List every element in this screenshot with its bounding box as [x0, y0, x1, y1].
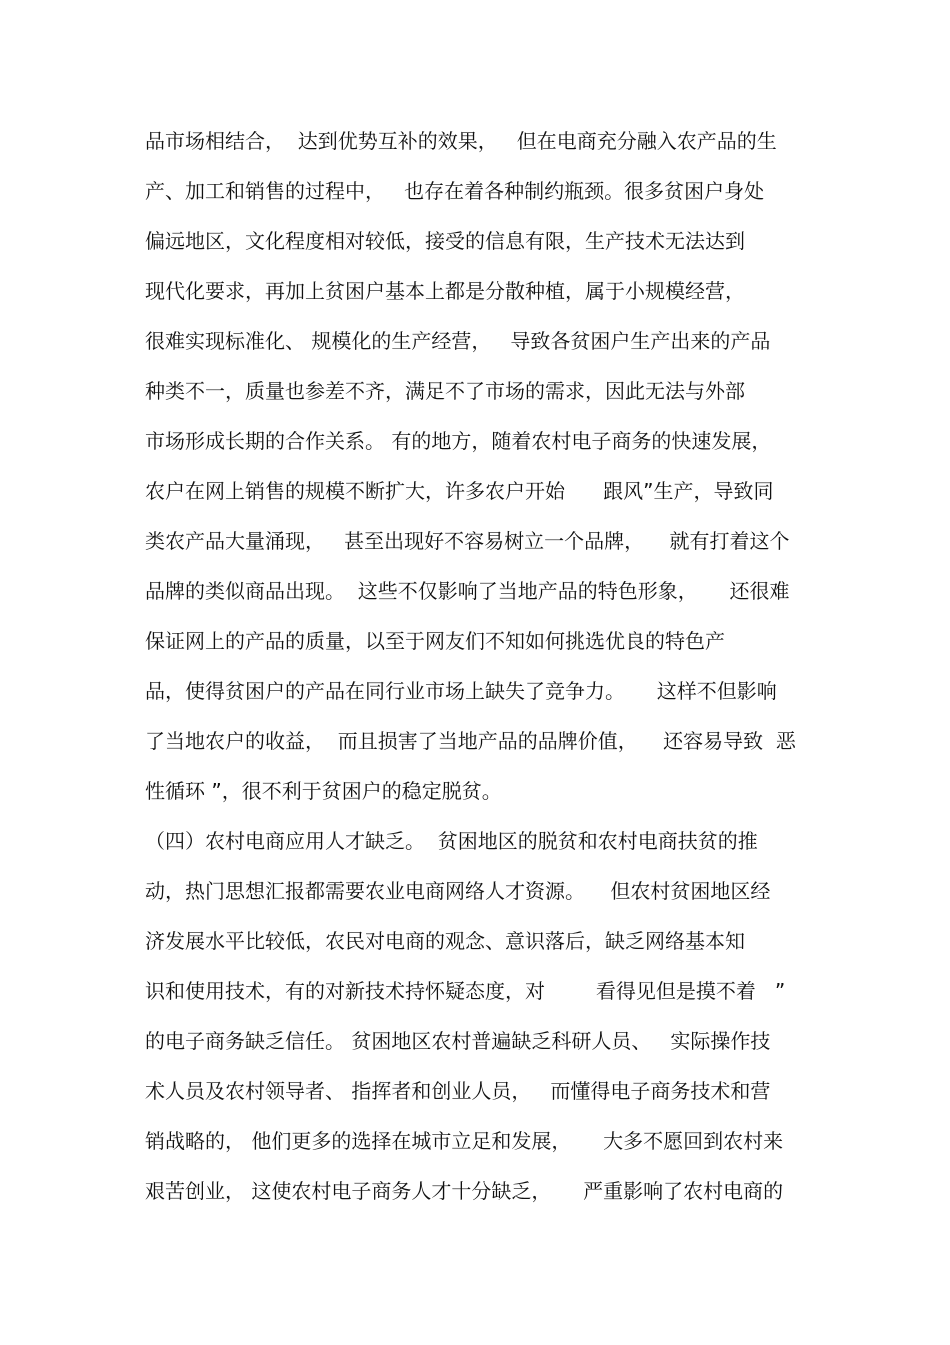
section-heading-line: （四）农村电商应用人才缺乏。 贫困地区的脱贫和农村电商扶贫的推: [145, 829, 758, 853]
paragraph-line: 销战略的， 他们更多的选择在城市立足和发展， 大多不愿回到农村来: [145, 1129, 784, 1153]
paragraph-line: 保证网上的产品的质量，以至于网友们不知如何挑选优良的特色产: [145, 629, 725, 653]
paragraph-line: 品，使得贫困户的产品在同行业市场上缺失了竞争力。 这样不但影响: [145, 679, 777, 703]
paragraph-line: 偏远地区，文化程度相对较低，接受的信息有限，生产技术无法达到: [145, 229, 745, 253]
paragraph-line: 产、加工和销售的过程中， 也存在着各种制约瓶颈。很多贫困户身处: [145, 179, 765, 203]
paragraph-line: 的电子商务缺乏信任。 贫困地区农村普遍缺乏科研人员、 实际操作技: [145, 1029, 771, 1053]
paragraph-line: 种类不一，质量也参差不齐，满足不了市场的需求，因此无法与外部: [145, 379, 745, 403]
paragraph-line: 术人员及农村领导者、 指挥者和创业人员， 而懂得电子商务技术和营: [145, 1079, 771, 1103]
paragraph-line: 市场形成长期的合作关系。 有的地方，随着农村电子商务的快速发展，: [145, 429, 772, 453]
paragraph-line: 动，热门思想汇报都需要农业电商网络人才资源。 但农村贫困地区经: [145, 879, 771, 903]
paragraph-line: 性循环 ”，很不利于贫困户的稳定脱贫。: [145, 779, 502, 803]
paragraph-line: 很难实现标准化、 规模化的生产经营， 导致各贫困户生产出来的产品: [145, 329, 771, 353]
paragraph-line: 了当地农户的收益， 而且损害了当地产品的品牌价值， 还容易导致 恶: [145, 729, 796, 753]
paragraph-line: 品牌的类似商品出现。 这些不仅影响了当地产品的特色形象， 还很难: [145, 579, 790, 603]
paragraph-line: 品市场相结合， 达到优势互补的效果， 但在电商充分融入农产品的生: [145, 129, 777, 153]
paragraph-line: 现代化要求，再加上贫困户基本上都是分散种植，属于小规模经营，: [145, 279, 745, 303]
paragraph-line: 识和使用技术，有的对新技术持怀疑态度，对 看得见但是摸不着 ”: [145, 979, 786, 1003]
paragraph-line: 农户在网上销售的规模不断扩大，许多农户开始 跟风”生产，导致同: [145, 479, 774, 503]
paragraph-line: 类农产品大量涌现， 甚至出现好不容易树立一个品牌， 就有打着这个: [145, 529, 790, 553]
paragraph-line: 济发展水平比较低，农民对电商的观念、意识落后，缺乏网络基本知: [145, 929, 745, 953]
paragraph-line: 艰苦创业， 这使农村电子商务人才十分缺乏， 严重影响了农村电商的: [145, 1179, 784, 1203]
